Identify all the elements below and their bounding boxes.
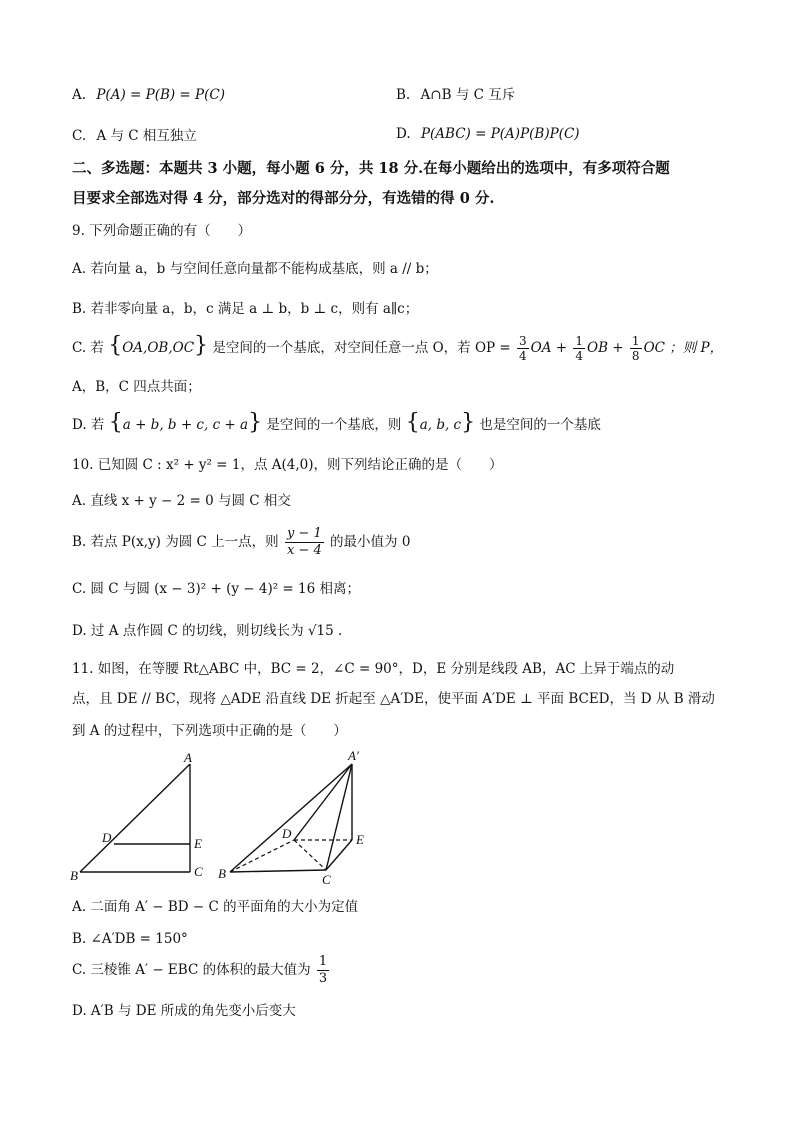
figure-folded-pyramid bbox=[214, 746, 374, 890]
numerator: 3 bbox=[519, 334, 527, 348]
vector-set: a, b, c bbox=[419, 417, 462, 433]
numerator: y − 1 bbox=[286, 526, 322, 541]
right-brace: } bbox=[194, 333, 209, 358]
option-text: 是空间的一个基底，对空间任意一点 O，若 OP = bbox=[212, 340, 516, 356]
vector-set: OA,OB,OC bbox=[122, 340, 195, 356]
vector-set: a + b, b + c, c + a bbox=[122, 417, 249, 433]
fraction bbox=[573, 334, 585, 363]
label-b: B bbox=[218, 866, 226, 881]
numerator: 1 bbox=[318, 954, 328, 969]
option-text: 是空间的一个基底，则 bbox=[266, 417, 402, 433]
q11-option-a: A. 二面角 A′ − BD − C 的平面角的大小为定值 bbox=[72, 899, 359, 915]
q10-option-a: A. 直线 x + y − 2 = 0 与圆 C 相交 bbox=[72, 493, 291, 509]
q11-line2: 点，且 DE // BC，现将 △ADE 沿直线 DE 折起至 △A′DE，使平面 A′DE ⊥ 平面 BCED，当 D 从 B 滑动 bbox=[72, 691, 715, 707]
q9-stem: 9. 下列命题正确的有（ ） bbox=[72, 223, 252, 239]
q9-option-c-line2: A，B，C 四点共面； bbox=[72, 379, 201, 395]
section2-line2: 目要求全部选对得 4 分，部分选对的得部分分，有选错的得 0 分. bbox=[72, 190, 495, 207]
section2-line1: 二、多选题：本题共 3 小题，每小题 6 分，共 18 分.在每小题给出的选项中，有多项符合题 bbox=[72, 160, 670, 177]
label-c: C bbox=[194, 864, 203, 879]
label-c: C bbox=[322, 872, 331, 887]
q8-option-c bbox=[72, 127, 197, 145]
q11-option-c bbox=[72, 954, 331, 987]
q10-stem: 10. 已知圆 C : x² + y² = 1，点 A(4,0)，则下列结论正确的是（ ） bbox=[72, 457, 503, 473]
option-label: B. bbox=[396, 87, 411, 103]
label-a-prime: A′ bbox=[348, 748, 359, 763]
edge-bd bbox=[230, 840, 294, 872]
q10-option-c: C. 圆 C 与圆 (x − 3)² + (y − 4)² = 16 相离； bbox=[72, 581, 360, 597]
denominator: 4 bbox=[575, 349, 584, 363]
denominator: 4 bbox=[519, 349, 527, 363]
q8-option-a bbox=[72, 86, 225, 104]
fraction bbox=[285, 526, 324, 559]
q8-option-b bbox=[396, 86, 515, 104]
right-brace: } bbox=[461, 410, 476, 435]
option-text: C. 若 bbox=[72, 340, 104, 356]
q9-option-b: B. 若非零向量 a，b，c 满足 a ⊥ b，b ⊥ c，则有 a∥c； bbox=[72, 301, 419, 317]
option-text: D. 若 bbox=[72, 417, 105, 433]
label-a: A bbox=[184, 750, 192, 765]
q8-option-d bbox=[396, 125, 580, 143]
q11-option-d: D. A′B 与 DE 所成的角先变小后变大 bbox=[72, 1003, 296, 1019]
term: OA + bbox=[530, 340, 568, 356]
option-text: P(A) = P(B) = P(C) bbox=[96, 87, 225, 103]
option-label: A. bbox=[72, 87, 87, 103]
denominator: 8 bbox=[631, 349, 640, 363]
fraction bbox=[517, 334, 529, 363]
fraction bbox=[317, 954, 329, 987]
option-text: A∩B 与 C 互斥 bbox=[420, 87, 516, 103]
denominator: 3 bbox=[318, 971, 328, 986]
option-label: D. bbox=[396, 126, 411, 142]
numerator: 1 bbox=[631, 334, 640, 348]
option-label: C. bbox=[72, 128, 87, 144]
option-text: A 与 C 相互独立 bbox=[96, 128, 197, 144]
option-text: B. 若点 P(x,y) 为圆 C 上一点，则 bbox=[72, 534, 279, 550]
option-text: 也是空间的一个基底 bbox=[479, 417, 601, 433]
edge-apb bbox=[230, 764, 352, 872]
q9-option-c bbox=[72, 334, 723, 363]
q9-option-d bbox=[72, 410, 601, 435]
label-b: B bbox=[70, 868, 78, 883]
left-brace: { bbox=[405, 410, 420, 435]
q9-option-a: A. 若向量 a，b 与空间任意向量都不能构成基底，则 a // b； bbox=[72, 261, 438, 277]
label-e: E bbox=[194, 836, 202, 851]
q11-option-b: B. ∠A′DB = 150° bbox=[72, 931, 188, 947]
option-text: 的最小值为 0 bbox=[330, 534, 411, 550]
edge-bc bbox=[230, 870, 326, 872]
label-d: D bbox=[282, 826, 292, 841]
numerator: 1 bbox=[575, 334, 584, 348]
term: OB + bbox=[587, 340, 624, 356]
label-e: E bbox=[356, 832, 364, 847]
edge-ab bbox=[80, 764, 190, 872]
left-brace: { bbox=[108, 333, 123, 358]
figure-triangle-flat bbox=[66, 748, 226, 888]
label-d: D bbox=[102, 830, 112, 845]
left-brace: { bbox=[108, 410, 123, 435]
term: OC ；则 P， bbox=[643, 340, 724, 356]
denominator: x − 4 bbox=[286, 543, 322, 558]
option-text: C. 三棱锥 A′ − EBC 的体积的最大值为 bbox=[72, 962, 311, 978]
q10-option-b bbox=[72, 526, 410, 559]
q11-line1: 11. 如图，在等腰 Rt△ABC 中，BC = 2，∠C = 90°，D，E 分别是线段 AB，AC 上异于端点的动 bbox=[72, 661, 675, 677]
fraction bbox=[630, 334, 642, 363]
q11-line3: 到 A 的过程中，下列选项中正确的是（ ） bbox=[72, 723, 347, 739]
q10-option-d: D. 过 A 点作圆 C 的切线，则切线长为 √15 . bbox=[72, 623, 343, 639]
right-brace: } bbox=[248, 410, 263, 435]
option-text: P(ABC) = P(A)P(B)P(C) bbox=[420, 126, 580, 142]
edge-dc bbox=[294, 840, 326, 870]
